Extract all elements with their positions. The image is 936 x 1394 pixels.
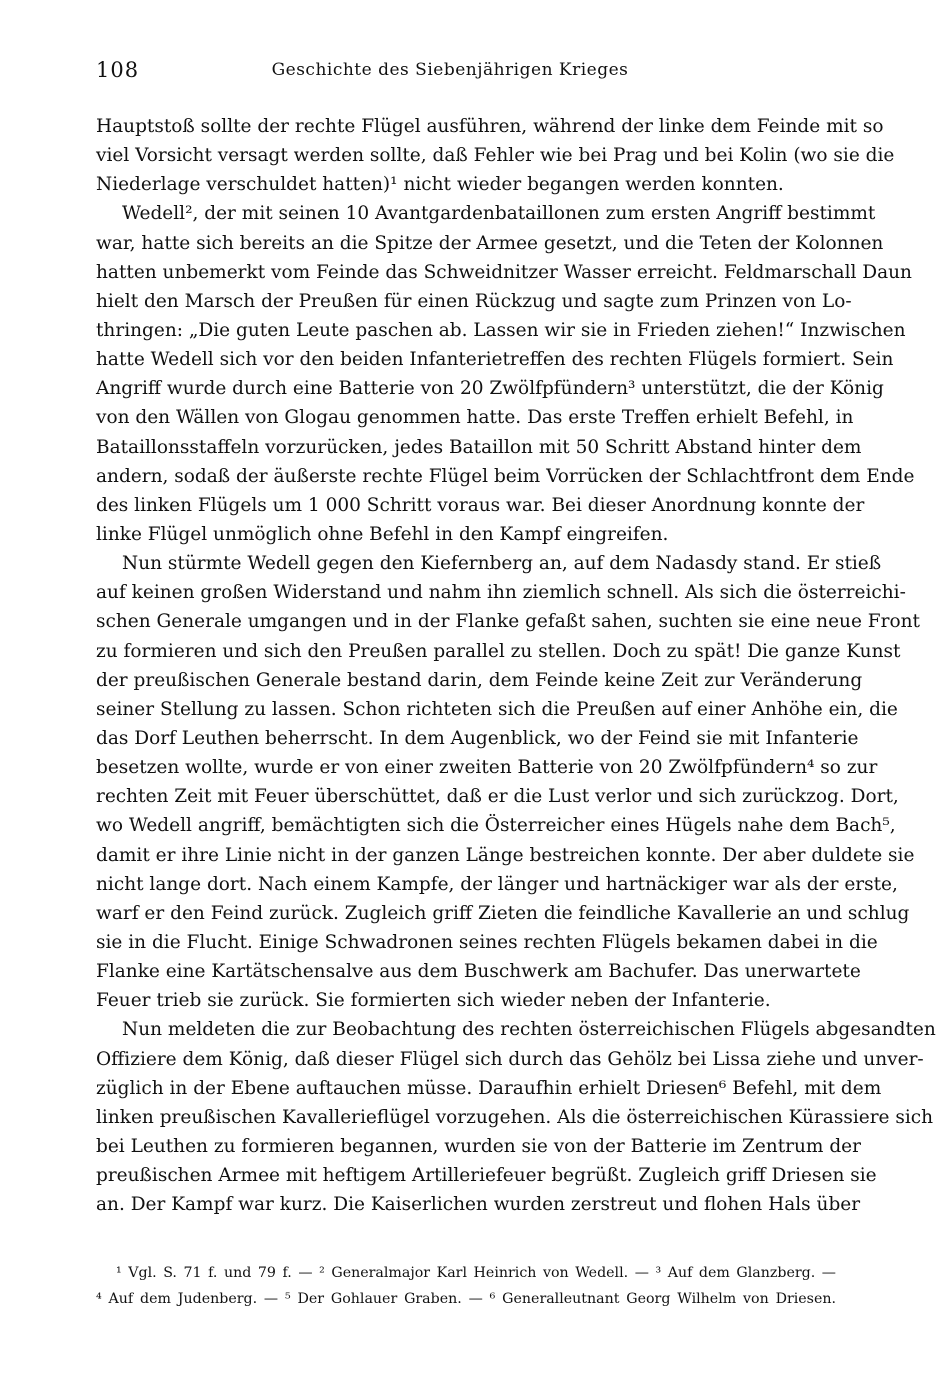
- text-line: hielt den Marsch der Preußen für einen Rückzug und sagte zum Prinzen von Lo-: [96, 290, 852, 312]
- text-line: damit er ihre Linie nicht in der ganzen Länge bestreichen konnte. Der aber duldete sie: [96, 844, 915, 866]
- text-line: hatte Wedell sich vor den beiden Infanterietreffen des rechten Flügels formiert. Sein: [96, 349, 894, 371]
- text-line: zu formieren und sich den Preußen parallel zu stellen. Doch zu spät! Die ganze Kunst: [96, 640, 901, 662]
- text-line: linken preußischen Kavallerieflügel vorzugehen. Als die österreichischen Kürassiere sich: [96, 1106, 934, 1128]
- text-line: Flanke eine Kartätschensalve aus dem Buschwerk am Bachufer. Das unerwartete: [96, 961, 861, 983]
- text-line: an. Der Kampf war kurz. Die Kaiserlichen wurden zerstreut und flohen Hals über: [96, 1194, 861, 1216]
- text-line: Nun meldeten die zur Beobachtung des rechten österreichischen Flügels abgesandten: [122, 1019, 936, 1041]
- text-line: Bataillonsstaffeln vorzurücken, jedes Bataillon mit 50 Schritt Abstand hinter dem: [96, 436, 862, 458]
- text-line: nicht lange dort. Nach einem Kampfe, der länger und hartnäckiger war als der erste,: [96, 873, 898, 895]
- text-line: thringen: „Die guten Leute paschen ab. Lassen wir sie in Frieden ziehen!“ Inzwischen: [96, 319, 906, 341]
- body-text: [96, 112, 936, 1219]
- text-line: viel Vorsicht versagt werden sollte, daß Fehler wie bei Prag und bei Kolin (wo sie die: [96, 145, 895, 167]
- text-line: das Dorf Leuthen beherrscht. In dem Augenblick, wo der Feind sie mit Infanterie: [96, 727, 859, 749]
- text-line: auf keinen großen Widerstand und nahm ihn ziemlich schnell. Als sich die österreichi-: [96, 582, 906, 604]
- text-line: linke Flügel unmöglich ohne Befehl in den Kampf eingreifen.: [96, 523, 669, 545]
- page-number: 108: [96, 58, 140, 82]
- text-line: seiner Stellung zu lassen. Schon richteten sich die Preußen auf einer Anhöhe ein, die: [96, 698, 898, 720]
- text-line: Feuer trieb sie zurück. Sie formierten sich wieder neben der Infanterie.: [96, 990, 771, 1012]
- running-head: Geschichte des Siebenjährigen Krieges: [271, 60, 629, 80]
- text-line: Nun stürmte Wedell gegen den Kiefernberg an, auf dem Nadasdy stand. Er stieß: [122, 553, 882, 575]
- text-line: sie in die Flucht. Einige Schwadronen seines rechten Flügels bekamen dabei in die: [96, 931, 878, 953]
- footnotes: [96, 1260, 836, 1312]
- text-line: preußischen Armee mit heftigem Artilleriefeuer begrüßt. Zugleich griff Driesen sie: [96, 1165, 877, 1187]
- text-line: Hauptstoß sollte der rechte Flügel ausführen, während der linke dem Feinde mit so: [96, 116, 884, 137]
- text-line: der preußischen Generale bestand darin, dem Feinde keine Zeit zur Veränderung: [96, 669, 863, 691]
- footnote-line: ¹ Vgl. S. 71 f. und 79 f. — ² Generalmajor Karl Heinrich von Wedell. — ³ Auf dem Glanzberg. —: [116, 1265, 836, 1281]
- text-line: züglich in der Ebene auftauchen müsse. Daraufhin erhielt Driesen⁶ Befehl, mit dem: [96, 1077, 882, 1099]
- text-line: Wedell², der mit seinen 10 Avantgardenbataillonen zum ersten Angriff bestimmt: [122, 203, 876, 225]
- text-line: Angriff wurde durch eine Batterie von 20 Zwölfpfündern³ unterstützt, die der König: [96, 378, 884, 400]
- text-line: von den Wällen von Glogau genommen hatte. Das erste Treffen erhielt Befehl, in: [96, 407, 854, 429]
- text-line: Niederlage verschuldet hatten)¹ nicht wieder begangen werden konnten.: [96, 174, 784, 196]
- text-line: bei Leuthen zu formieren begannen, wurden sie von der Batterie im Zentrum der: [96, 1135, 861, 1157]
- text-line: Offiziere dem König, daß dieser Flügel sich durch das Gehölz bei Lissa ziehe und unver-: [96, 1048, 924, 1070]
- text-line: wo Wedell angriff, bemächtigten sich die Österreicher eines Hügels nahe dem Bach⁵,: [96, 815, 896, 837]
- text-line: hatten unbemerkt vom Feinde das Schweidnitzer Wasser erreicht. Feldmarschall Daun: [96, 261, 912, 283]
- text-line: besetzen wollte, wurde er von einer zweiten Batterie von 20 Zwölfpfündern⁴ so zur: [96, 757, 878, 779]
- text-line: des linken Flügels um 1 000 Schritt voraus war. Bei dieser Anordnung konnte der: [96, 494, 865, 516]
- text-line: rechten Zeit mit Feuer überschüttet, daß er die Lust verlor und sich zurückzog. Dort,: [96, 786, 899, 808]
- text-line: schen Generale umgangen und in der Flanke gefaßt sahen, suchten sie eine neue Front: [96, 611, 920, 633]
- footnote-line: ⁴ Auf dem Judenberg. — ⁵ Der Gohlauer Graben. — ⁶ Generalleutnant Georg Wilhelm von Driesen.: [96, 1291, 836, 1307]
- text-line: andern, sodaß der äußerste rechte Flügel beim Vorrücken der Schlachtfront dem Ende: [96, 465, 915, 487]
- text-line: warf er den Feind zurück. Zugleich griff Zieten die feindliche Kavallerie an und schlug: [96, 902, 910, 924]
- text-line: war, hatte sich bereits an die Spitze der Armee gesetzt, und die Teten der Kolonnen: [96, 232, 884, 254]
